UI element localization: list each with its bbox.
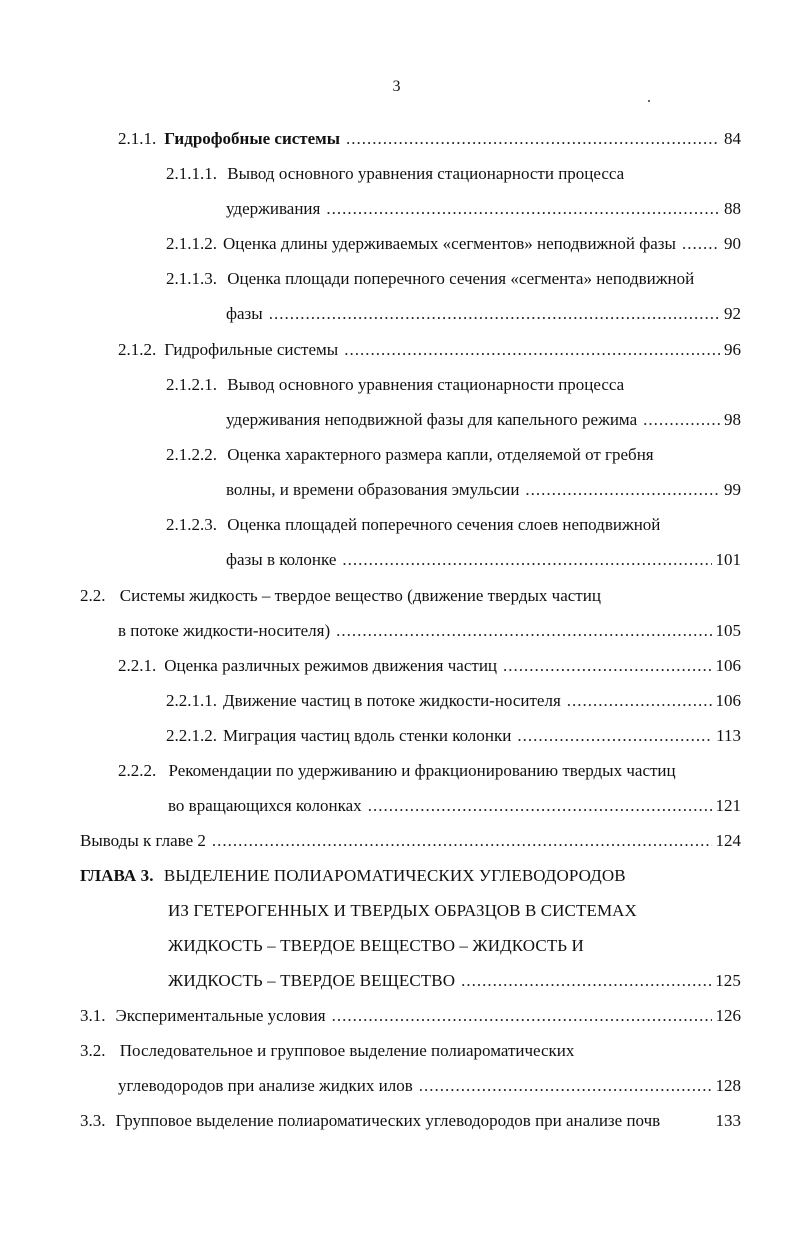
- dot-leader: [346, 128, 720, 150]
- toc-page: 92: [724, 304, 741, 323]
- toc-page: 101: [715, 550, 741, 569]
- toc-number: 3.2.: [80, 1041, 106, 1060]
- dot-leader: [567, 690, 712, 712]
- toc-title: Движение частиц в потоке жидкости-носителя: [223, 691, 561, 710]
- toc-page: 96: [724, 340, 741, 359]
- dot-leader: [461, 970, 711, 992]
- toc-title: Гидрофобные системы: [164, 129, 341, 148]
- toc-title-cont: ЖИДКОСТЬ – ТВЕРДОЕ ВЕЩЕСТВО: [168, 971, 456, 990]
- toc-page: 113: [716, 726, 741, 745]
- chapter-number: ГЛАВА 3.: [80, 866, 154, 885]
- toc-page: 126: [715, 1006, 741, 1025]
- toc-page: 90: [724, 234, 741, 253]
- toc-entry-3-3: [80, 1110, 741, 1132]
- dot-leader: [342, 549, 711, 571]
- toc-page: 121: [715, 796, 741, 815]
- toc-page: 88: [724, 199, 741, 218]
- toc-number: 2.2.1.: [118, 656, 157, 675]
- toc-entry-2-2-2: [118, 760, 676, 782]
- toc-entry-chapter-3-line3: [168, 935, 584, 957]
- toc-entry-chapter-3-line2: [168, 900, 637, 922]
- toc-number: 3.3.: [80, 1111, 106, 1130]
- dot-leader: [368, 795, 712, 817]
- toc-number: 2.2.1.1.: [166, 691, 217, 710]
- toc-page: 106: [715, 691, 741, 710]
- toc-entry-2-1-1-3: [166, 268, 694, 290]
- toc-entry-3-2: [80, 1040, 574, 1062]
- scan-speck: [648, 100, 650, 102]
- dot-leader: [269, 303, 720, 325]
- page-number: 3: [392, 78, 401, 95]
- toc-number: 2.1.2.: [118, 340, 157, 359]
- toc-entry-3-2-cont: [118, 1075, 741, 1097]
- toc-entry-2-1-1-1: [166, 163, 624, 185]
- toc-entry-2-1-1: [118, 128, 741, 150]
- toc-number: 2.1.1.3.: [166, 269, 217, 288]
- toc-title-cont: ИЗ ГЕТЕРОГЕННЫХ И ТВЕРДЫХ ОБРАЗЦОВ В СИСТЕМАХ: [168, 901, 637, 920]
- toc-entry-chapter-3: [80, 865, 626, 887]
- toc-title-cont: удерживания неподвижной фазы для капельного режима: [226, 410, 638, 429]
- dot-leader: [212, 830, 712, 852]
- toc-title: Оценка площадей поперечного сечения слоев неподвижной: [227, 515, 661, 534]
- toc-entry-2-1-2-3-cont: [226, 549, 741, 571]
- toc-title-cont: во вращающихся колонках: [168, 796, 362, 815]
- toc-number: 2.1.1.1.: [166, 164, 217, 183]
- toc-entry-2-1-1-3-cont: [226, 303, 741, 325]
- dot-leader: [525, 479, 720, 501]
- toc-entry-2-1-2-3: [166, 514, 660, 536]
- toc-page: 106: [715, 656, 741, 675]
- dot-leader: [326, 198, 720, 220]
- toc-title-cont: фазы: [226, 304, 263, 323]
- toc-title: Гидрофильные системы: [164, 340, 339, 359]
- toc-page: 124: [715, 831, 741, 850]
- toc-entry-2-2-1-2: [166, 725, 741, 747]
- toc-entry-conclusions-ch2: [80, 830, 741, 852]
- dot-leader: [344, 339, 720, 361]
- dot-leader: [643, 409, 720, 431]
- toc-page: 128: [715, 1076, 741, 1095]
- toc-title: Выводы к главе 2: [80, 831, 206, 850]
- toc-entry-2-2: [80, 585, 601, 607]
- toc-number: 2.1.2.3.: [166, 515, 217, 534]
- toc-title: Вывод основного уравнения стационарности процесса: [227, 164, 625, 183]
- toc-page: 99: [724, 480, 741, 499]
- toc-title: Оценка площади поперечного сечения «сегмента» неподвижной: [227, 269, 695, 288]
- toc-entry-2-2-2-cont: [168, 795, 741, 817]
- toc-number: 2.1.1.: [118, 129, 157, 148]
- toc-number: 2.2.: [80, 586, 106, 605]
- toc-entry-2-1-2-2-cont: [226, 479, 741, 501]
- toc-title: Экспериментальные условия: [115, 1006, 326, 1025]
- dot-leader: [517, 725, 712, 747]
- toc-title-cont: ЖИДКОСТЬ – ТВЕРДОЕ ВЕЩЕСТВО – ЖИДКОСТЬ И: [168, 936, 584, 955]
- toc-title: Оценка характерного размера капли, отделяемой от гребня: [227, 445, 654, 464]
- toc-entry-chapter-3-line4: [168, 970, 741, 992]
- toc-title: Миграция частиц вдоль стенки колонки: [223, 726, 512, 745]
- toc-title: Оценка различных режимов движения частиц: [164, 656, 498, 675]
- toc-entry-2-1-2-1: [166, 374, 624, 396]
- dot-leader: [336, 620, 711, 642]
- toc-entry-2-2-cont: [118, 620, 741, 642]
- dot-leader: [419, 1075, 712, 1097]
- toc-number: 2.2.1.2.: [166, 726, 217, 745]
- toc-title: Групповое выделение полиароматических углеводородов при анализе почв: [115, 1111, 661, 1130]
- toc-page: 84: [724, 129, 741, 148]
- toc-entry-2-1-1-2: [166, 233, 741, 255]
- dot-leader: [332, 1005, 712, 1027]
- toc-title: Последовательное и групповое выделение полиароматических: [119, 1041, 575, 1060]
- toc-number: 3.1.: [80, 1006, 106, 1025]
- dot-leader: [503, 655, 711, 677]
- toc-number: 2.1.1.2.: [166, 234, 217, 253]
- toc-title-cont: в потоке жидкости-носителя): [118, 621, 331, 640]
- toc-entry-2-2-1-1: [166, 690, 741, 712]
- toc-title: Системы жидкость – твердое вещество (движение твердых частиц: [119, 586, 601, 605]
- toc-entry-2-1-2-2: [166, 444, 654, 466]
- toc-title-cont: удерживания: [226, 199, 321, 218]
- toc-entry-2-1-1-1-cont: [226, 198, 741, 220]
- toc-title-cont: углеводородов при анализе жидких илов: [118, 1076, 413, 1095]
- toc-number: 2.2.2.: [118, 761, 157, 780]
- toc-page: 105: [715, 621, 741, 640]
- toc-number: 2.1.2.2.: [166, 445, 217, 464]
- toc-title: Рекомендации по удерживанию и фракционированию твердых частиц: [168, 761, 676, 780]
- toc-entry-2-1-2-1-cont: [226, 409, 741, 431]
- toc-number: 2.1.2.1.: [166, 375, 217, 394]
- toc-title: Вывод основного уравнения стационарности процесса: [227, 375, 625, 394]
- toc-title: Оценка длины удерживаемых «сегментов» неподвижной фазы: [223, 234, 676, 253]
- toc-page: 98: [724, 410, 741, 429]
- toc-entry-2-1-2: [118, 339, 741, 361]
- toc-page: 133: [715, 1111, 741, 1130]
- toc-title-cont: волны, и времени образования эмульсии: [226, 480, 520, 499]
- dot-leader: [682, 233, 720, 255]
- toc-page: 125: [715, 971, 741, 990]
- toc-entry-3-1: [80, 1005, 741, 1027]
- toc-title: ВЫДЕЛЕНИЕ ПОЛИАРОМАТИЧЕСКИХ УГЛЕВОДОРОДОВ: [163, 866, 626, 885]
- toc-title-cont: фазы в колонке: [226, 550, 337, 569]
- toc-entry-2-2-1: [118, 655, 741, 677]
